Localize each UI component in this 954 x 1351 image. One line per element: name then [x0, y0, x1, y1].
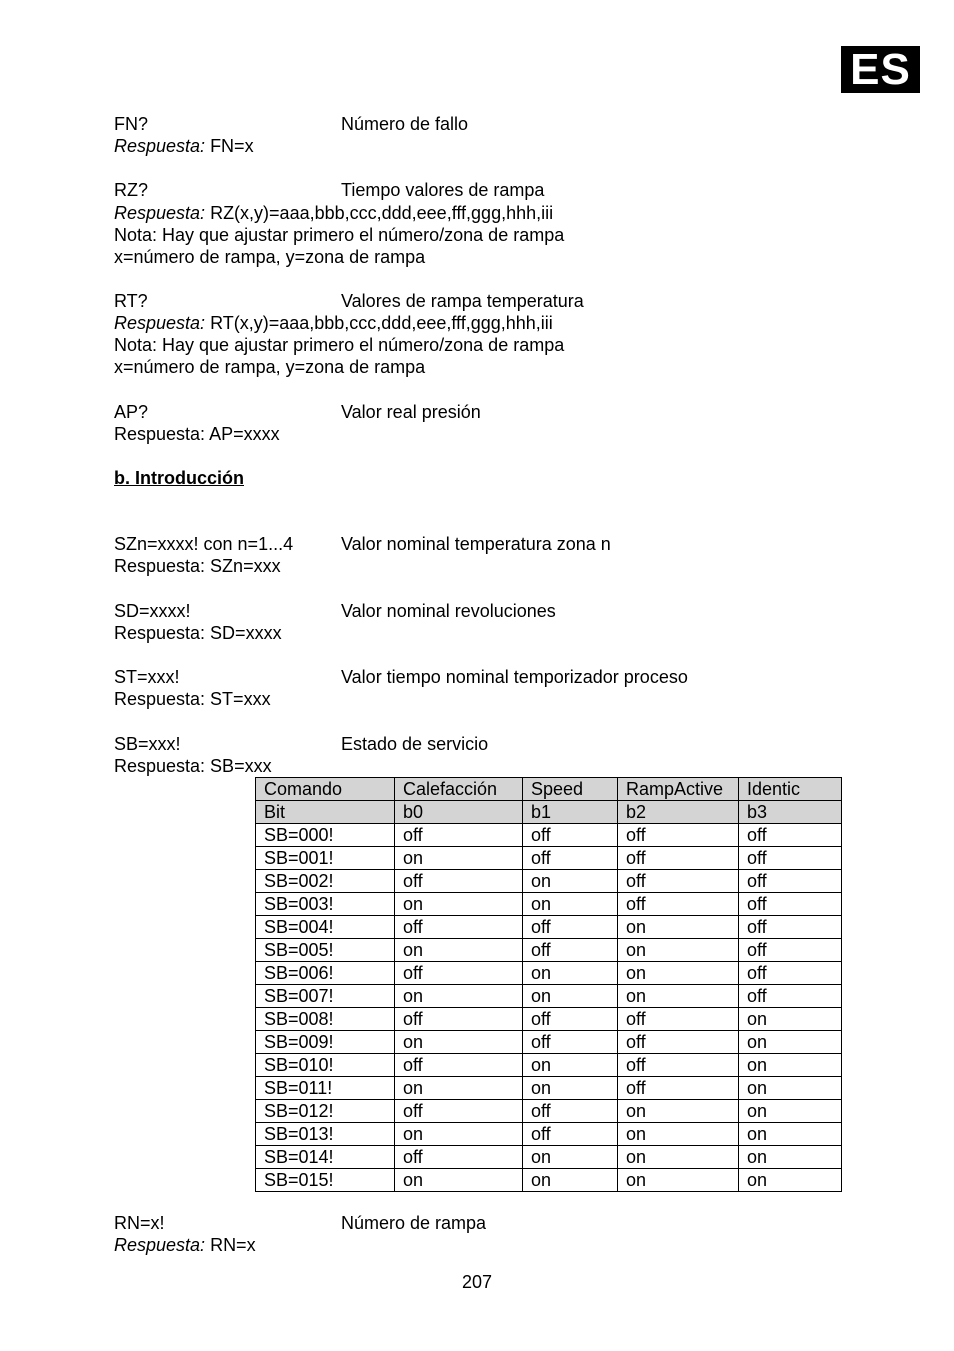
- state-cell: off: [618, 870, 739, 893]
- state-cell: on: [523, 985, 618, 1008]
- response-label: Respuesta:: [114, 203, 206, 223]
- fn-response: [114, 135, 254, 157]
- command-cell: SB=008!: [256, 1008, 395, 1031]
- state-cell: on: [618, 939, 739, 962]
- state-cell: off: [618, 1008, 739, 1031]
- table-row: [256, 1031, 842, 1054]
- state-cell: on: [739, 1054, 842, 1077]
- rz-description: Tiempo valores de rampa: [341, 180, 545, 200]
- rt-command: RT?: [114, 291, 148, 311]
- state-cell: on: [739, 1008, 842, 1031]
- state-cell: off: [739, 870, 842, 893]
- ap-command: AP?: [114, 402, 149, 422]
- rt-response: [114, 312, 553, 334]
- table-bit-cell: b3: [739, 801, 842, 824]
- state-cell: on: [395, 1031, 523, 1054]
- state-cell: on: [523, 870, 618, 893]
- state-cell: off: [523, 1100, 618, 1123]
- table-bit-row: [256, 801, 842, 824]
- response-value: RT(x,y)=aaa,bbb,ccc,ddd,eee,fff,ggg,hhh,iii: [205, 313, 553, 333]
- state-cell: on: [739, 1146, 842, 1169]
- table-row: [256, 824, 842, 847]
- command-cell: SB=015!: [256, 1169, 395, 1192]
- sz-command: SZn=xxxx! con n=1...4: [114, 534, 294, 554]
- response-value: RN=x: [205, 1235, 256, 1255]
- state-cell: on: [618, 916, 739, 939]
- state-cell: off: [395, 1008, 523, 1031]
- ap-response: Respuesta: AP=xxxx: [114, 424, 280, 444]
- state-cell: off: [523, 1008, 618, 1031]
- state-cell: on: [523, 893, 618, 916]
- response-label: Respuesta:: [114, 136, 206, 156]
- table-bit-cell: Bit: [256, 801, 395, 824]
- state-cell: on: [618, 1169, 739, 1192]
- state-cell: off: [739, 939, 842, 962]
- command-cell: SB=006!: [256, 962, 395, 985]
- sb-response: Respuesta: SB=xxx: [114, 756, 272, 776]
- table-header-cell: Comando: [256, 778, 395, 801]
- state-cell: off: [395, 1100, 523, 1123]
- state-cell: on: [395, 985, 523, 1008]
- command-cell: SB=010!: [256, 1054, 395, 1077]
- state-cell: on: [395, 1169, 523, 1192]
- page-number: 207: [461, 1272, 493, 1292]
- rn-response: [114, 1234, 256, 1256]
- command-cell: SB=004!: [256, 916, 395, 939]
- command-cell: SB=002!: [256, 870, 395, 893]
- table-header-cell: Identic: [739, 778, 842, 801]
- response-value: FN=x: [205, 136, 254, 156]
- state-cell: off: [523, 916, 618, 939]
- table-row: [256, 1077, 842, 1100]
- state-cell: on: [523, 1169, 618, 1192]
- state-cell: off: [395, 824, 523, 847]
- state-cell: off: [618, 1054, 739, 1077]
- state-cell: off: [523, 824, 618, 847]
- rt-description: Valores de rampa temperatura: [341, 291, 584, 311]
- state-cell: on: [523, 1077, 618, 1100]
- table-row: [256, 1100, 842, 1123]
- table-header-cell: Speed: [523, 778, 618, 801]
- rz-command: RZ?: [114, 180, 149, 200]
- table-row: [256, 985, 842, 1008]
- table-row: [256, 1123, 842, 1146]
- state-cell: off: [395, 962, 523, 985]
- command-cell: SB=009!: [256, 1031, 395, 1054]
- state-cell: off: [395, 916, 523, 939]
- sz-description: Valor nominal temperatura zona n: [341, 534, 611, 554]
- rz-note: Nota: Hay que ajustar primero el número/zona de rampa: [114, 225, 565, 245]
- state-cell: on: [523, 1146, 618, 1169]
- state-cell: off: [739, 985, 842, 1008]
- response-label: Respuesta:: [114, 1235, 206, 1255]
- service-state-table: [255, 777, 842, 1192]
- state-cell: off: [739, 824, 842, 847]
- state-cell: off: [395, 1146, 523, 1169]
- table-row: [256, 1146, 842, 1169]
- response-label: Respuesta:: [114, 313, 206, 333]
- state-cell: off: [739, 893, 842, 916]
- table-bit-cell: b0: [395, 801, 523, 824]
- command-cell: SB=001!: [256, 847, 395, 870]
- command-cell: SB=013!: [256, 1123, 395, 1146]
- ap-description: Valor real presión: [341, 402, 481, 422]
- command-cell: SB=012!: [256, 1100, 395, 1123]
- table-row: [256, 1008, 842, 1031]
- state-cell: off: [523, 939, 618, 962]
- state-cell: on: [739, 1100, 842, 1123]
- state-cell: on: [523, 962, 618, 985]
- state-cell: off: [618, 1031, 739, 1054]
- state-cell: on: [395, 1077, 523, 1100]
- state-cell: off: [618, 1077, 739, 1100]
- command-cell: SB=014!: [256, 1146, 395, 1169]
- table-row: [256, 870, 842, 893]
- state-cell: on: [395, 893, 523, 916]
- rz-response: [114, 202, 553, 224]
- state-cell: off: [395, 1054, 523, 1077]
- response-value: RZ(x,y)=aaa,bbb,ccc,ddd,eee,fff,ggg,hhh,iii: [205, 203, 554, 223]
- state-cell: on: [618, 1100, 739, 1123]
- table-bit-cell: b1: [523, 801, 618, 824]
- rt-note-vars: x=número de rampa, y=zona de rampa: [114, 357, 426, 377]
- state-cell: off: [739, 962, 842, 985]
- rt-note: Nota: Hay que ajustar primero el número/zona de rampa: [114, 335, 565, 355]
- table-row: [256, 893, 842, 916]
- table-row: [256, 1054, 842, 1077]
- sd-response: Respuesta: SD=xxxx: [114, 623, 282, 643]
- command-cell: SB=003!: [256, 893, 395, 916]
- command-cell: SB=000!: [256, 824, 395, 847]
- state-cell: off: [523, 1123, 618, 1146]
- state-cell: off: [618, 847, 739, 870]
- state-cell: on: [739, 1123, 842, 1146]
- table-header-row: [256, 778, 842, 801]
- state-cell: on: [618, 985, 739, 1008]
- table-header-cell: RampActive: [618, 778, 739, 801]
- fn-description: Número de fallo: [341, 114, 469, 134]
- state-cell: off: [739, 847, 842, 870]
- state-cell: on: [395, 1123, 523, 1146]
- state-cell: on: [618, 962, 739, 985]
- st-description: Valor tiempo nominal temporizador proceso: [341, 667, 688, 687]
- state-cell: on: [523, 1054, 618, 1077]
- state-cell: off: [618, 824, 739, 847]
- command-cell: SB=011!: [256, 1077, 395, 1100]
- fn-command: FN?: [114, 114, 149, 134]
- state-cell: off: [739, 916, 842, 939]
- table-row: [256, 939, 842, 962]
- table-row: [256, 916, 842, 939]
- sz-response: Respuesta: SZn=xxx: [114, 556, 281, 576]
- state-cell: on: [739, 1169, 842, 1192]
- state-cell: on: [618, 1146, 739, 1169]
- sb-description: Estado de servicio: [341, 734, 489, 754]
- table-header-cell: Calefacción: [395, 778, 523, 801]
- section-heading: b. Introducción: [114, 468, 244, 488]
- table-row: [256, 1169, 842, 1192]
- sd-command: SD=xxxx!: [114, 601, 191, 621]
- st-response: Respuesta: ST=xxx: [114, 689, 271, 709]
- language-badge: ES: [841, 46, 920, 93]
- command-cell: SB=007!: [256, 985, 395, 1008]
- command-cell: SB=005!: [256, 939, 395, 962]
- state-cell: on: [395, 847, 523, 870]
- sb-command: SB=xxx!: [114, 734, 181, 754]
- st-command: ST=xxx!: [114, 667, 180, 687]
- rz-note-vars: x=número de rampa, y=zona de rampa: [114, 247, 426, 267]
- state-cell: on: [618, 1123, 739, 1146]
- state-cell: off: [523, 1031, 618, 1054]
- sd-description: Valor nominal revoluciones: [341, 601, 556, 621]
- state-cell: off: [523, 847, 618, 870]
- table-row: [256, 847, 842, 870]
- state-cell: on: [739, 1077, 842, 1100]
- state-cell: on: [739, 1031, 842, 1054]
- rn-description: Número de rampa: [341, 1213, 487, 1233]
- table-row: [256, 962, 842, 985]
- rn-command: RN=x!: [114, 1213, 165, 1233]
- state-cell: on: [395, 939, 523, 962]
- table-bit-cell: b2: [618, 801, 739, 824]
- state-cell: off: [618, 893, 739, 916]
- state-cell: off: [395, 870, 523, 893]
